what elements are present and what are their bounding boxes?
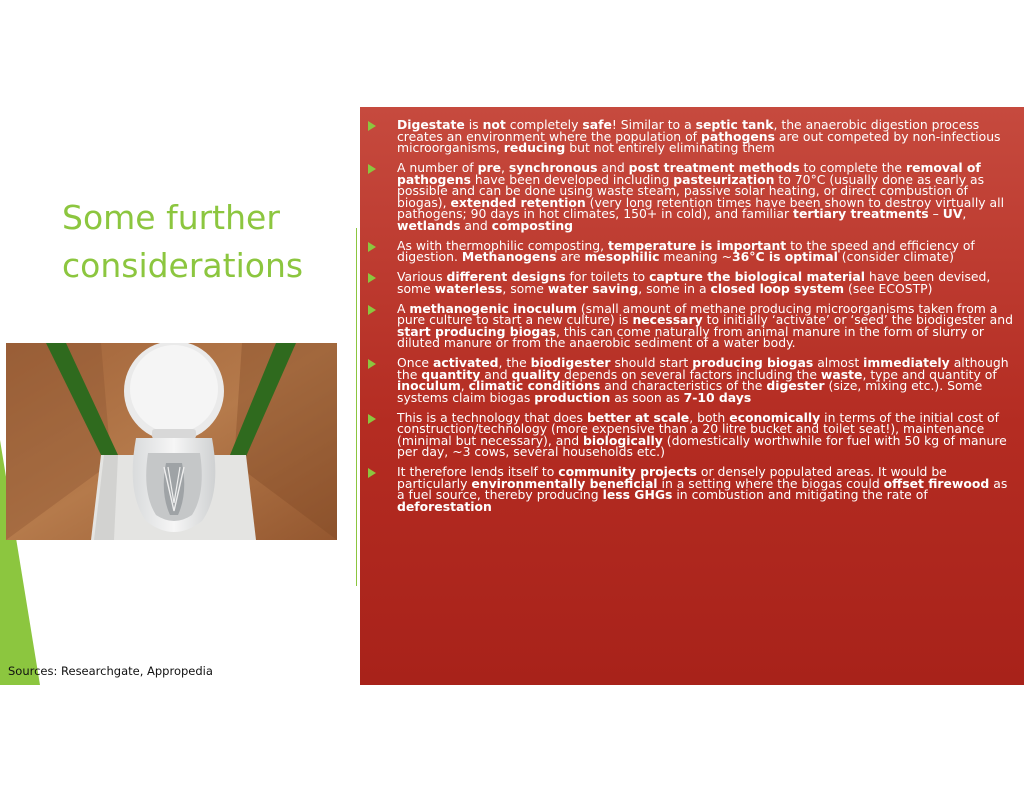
triangle-bullet-icon: [368, 164, 376, 174]
bullet-item: [368, 300, 1014, 350]
content-panel: [360, 107, 1024, 685]
bullet-text: Various different designs for toilets to capture the biological material have been devised, some waterless, some water saving, some in a closed loop system (see ECOSTP): [397, 269, 991, 296]
triangle-bullet-icon: [368, 121, 376, 131]
slide-title: Some further considerations: [62, 198, 304, 285]
bullet-text: Digestate is not completely safe! Similar to a septic tank, the anaerobic digestion process creates an environment where the population of pathogens are out competed by non-infectious microorganisms, reducing but not entirely eliminating them: [397, 117, 1001, 155]
triangle-bullet-icon: [368, 242, 376, 252]
bullet-item: [368, 237, 1014, 264]
bullet-text: It therefore lends itself to community projects or densely populated areas. It would be particularly environmentally beneficial in a setting where the biogas could offset firewood as a fuel source, thereby producing less GHGs in combustion and mitigating the rate of deforestation: [397, 464, 1008, 514]
bullet-item: [368, 162, 1014, 231]
triangle-bullet-icon: [368, 273, 376, 283]
bullet-text: As with thermophilic composting, temperature is important to the speed and efficiency of digestion. Methanogens are mesophilic meaning ~36°C is optimal (consider climate): [397, 237, 975, 264]
bullet-item: [368, 357, 1014, 403]
bullet-text: A number of pre, synchronous and post treatment methods to complete the removal of pathogens have been developed including pasteurization to 70°C (usually done as early as possible and can be done using waste steam, passive solar heating, or direct combustion of biogas), extended retention (very long retention times have been shown to destroy virtually all pathogens; 90 days in hot climates, 150+ in cold), and familiar tertiary treatments – UV, wetlands and composting: [397, 160, 1005, 233]
triangle-bullet-icon: [368, 414, 376, 424]
bullet-text: This is a technology that does better at scale, both economically in terms of the initial cost of construction/technology (more expensive than a 20 litre bucket and toilet seat!), maintenance (minimal but necessary), and biologically (domestically worthwhile for fuel with 50 kg of manure per day, ~3 cows, several households etc.): [397, 409, 1007, 459]
bullet-list: [368, 119, 1014, 512]
accent-divider: [356, 228, 357, 586]
toilet-photo: [6, 343, 337, 540]
sources-caption: Sources: Researchgate, Appropedia: [8, 664, 213, 678]
bullet-item: [368, 409, 1014, 459]
bullet-item: [368, 271, 1014, 294]
triangle-bullet-icon: [368, 305, 376, 315]
bullet-item: [368, 119, 1014, 154]
bullet-item: [368, 466, 1014, 512]
triangle-bullet-icon: [368, 359, 376, 369]
bullet-text: A methanogenic inoculum (small amount of methane producing microorganisms taken from a pure culture to start a new culture) is necessary to initially ‘activate’ or ‘seed’ the biodigester and start producing biogas, this can come naturally from animal manure in the form of slurry or diluted manure or from the anaerobic sediment of a water body.: [397, 300, 1013, 350]
triangle-bullet-icon: [368, 468, 376, 478]
bullet-text: Once activated, the biodigester should start producing biogas almost immediately although the quantity and quality depends on several factors including the waste, type and quantity of inoculum, climatic conditions and characteristics of the digester (size, mixing etc.). Some systems claim biogas production as soon as 7-10 days: [397, 355, 1009, 405]
